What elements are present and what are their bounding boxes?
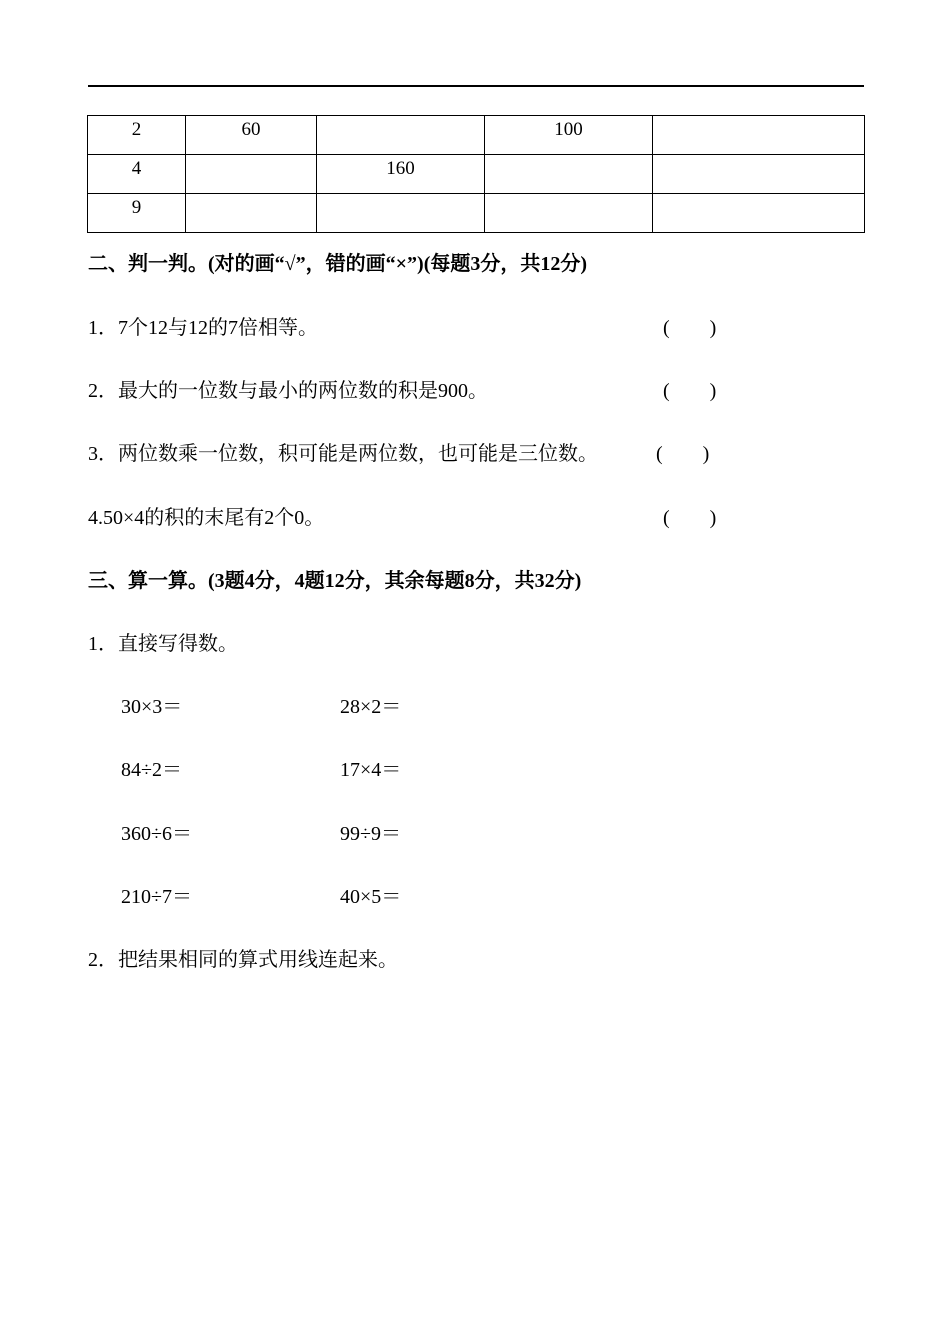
table-cell[interactable] (653, 194, 865, 233)
table-cell[interactable] (653, 155, 865, 194)
answer-paren-1[interactable]: ( ) (663, 317, 717, 339)
table-cell: 4 (88, 155, 186, 194)
answer-paren-4[interactable]: ( ) (663, 507, 717, 529)
calc-item[interactable]: 17×4＝ (340, 759, 402, 781)
section-2-title: 二、判一判。(对的画“√”，错的画“×”)(每题3分，共12分) (88, 253, 588, 275)
table-cell[interactable] (485, 194, 653, 233)
calc-item[interactable]: 84÷2＝ (121, 759, 182, 781)
answer-paren-2[interactable]: ( ) (663, 380, 717, 402)
table-cell: 60 (186, 116, 317, 155)
judge-item-4: 4.50×4的积的末尾有2个0。 (88, 507, 325, 529)
calc-item[interactable]: 210÷7＝ (121, 886, 192, 908)
calc-item[interactable]: 30×3＝ (121, 696, 183, 718)
judge-item-1: 1．7个12与12的7倍相等。 (88, 317, 318, 339)
question-1-label: 1．直接写得数。 (88, 633, 238, 655)
question-2-label: 2．把结果相同的算式用线连起来。 (88, 949, 398, 971)
table-cell[interactable] (485, 155, 653, 194)
answer-paren-3[interactable]: ( ) (656, 443, 710, 465)
table-cell: 160 (317, 155, 485, 194)
calc-item[interactable]: 40×5＝ (340, 886, 402, 908)
top-rule (88, 85, 864, 87)
table-cell: 100 (485, 116, 653, 155)
table-cell[interactable] (186, 194, 317, 233)
table-cell: 2 (88, 116, 186, 155)
calc-item[interactable]: 360÷6＝ (121, 823, 192, 845)
calc-item[interactable]: 28×2＝ (340, 696, 402, 718)
table-row (88, 194, 865, 233)
table-cell[interactable] (317, 194, 485, 233)
calc-item[interactable]: 99÷9＝ (340, 823, 401, 845)
judge-item-3: 3．两位数乘一位数，积可能是两位数，也可能是三位数。 (88, 443, 598, 465)
multiplication-table (87, 115, 865, 233)
table-cell: 9 (88, 194, 186, 233)
table-cell[interactable] (186, 155, 317, 194)
table-row (88, 116, 865, 155)
section-3-title: 三、算一算。(3题4分，4题12分，其余每题8分，共32分) (88, 570, 582, 592)
table-cell[interactable] (317, 116, 485, 155)
table-row (88, 155, 865, 194)
judge-item-2: 2．最大的一位数与最小的两位数的积是900。 (88, 380, 488, 402)
table-cell[interactable] (653, 116, 865, 155)
